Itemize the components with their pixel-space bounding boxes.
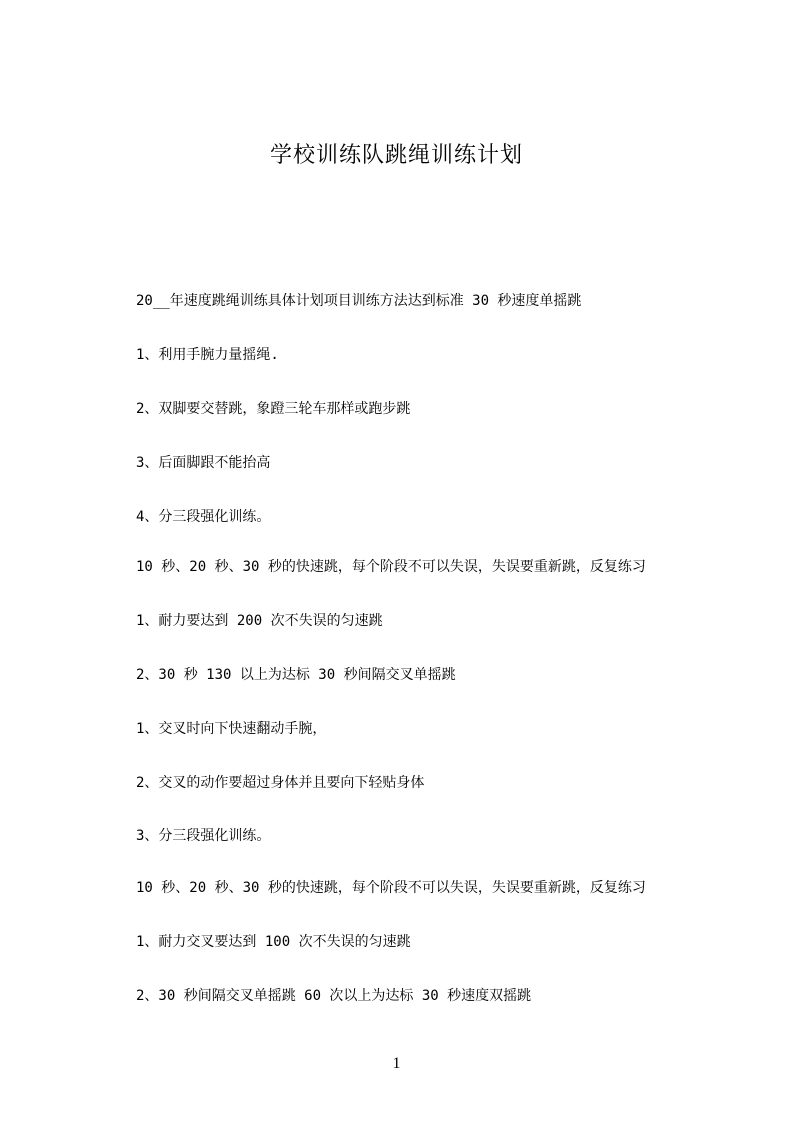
paragraph-line: 3、后面脚跟不能抬高: [136, 455, 271, 471]
paragraph-line: 10 秒、20 秒、30 秒的快速跳，每个阶段不可以失误，失误要重新跳，反复练习: [136, 559, 646, 575]
paragraph-line: 1、耐力要达到 200 次不失误的匀速跳: [136, 613, 383, 629]
page-number: 1: [392, 1055, 401, 1072]
paragraph-line: 2、交叉的动作要超过身体并且要向下轻贴身体: [136, 775, 425, 791]
paragraph-line: 1、耐力交叉要达到 100 次不失误的匀速跳: [136, 934, 411, 950]
paragraph-line: 10 秒、20 秒、30 秒的快速跳，每个阶段不可以失误，失误要重新跳，反复练习: [136, 880, 646, 896]
paragraph-line: 2、30 秒 130 以上为达标 30 秒间隔交叉单摇跳: [136, 667, 456, 683]
paragraph-line: 2、30 秒间隔交叉单摇跳 60 次以上为达标 30 秒速度双摇跳: [136, 988, 532, 1004]
document-title: 学校训练队跳绳训练计划: [269, 143, 523, 168]
paragraph-line: 2、双脚要交替跳，象蹬三轮车那样或跑步跳: [136, 401, 411, 417]
paragraph-line: 1、交叉时向下快速翻动手腕，: [136, 721, 327, 737]
paragraph-line: 4、分三段强化训练。: [136, 509, 271, 525]
paragraph-line: 20__年速度跳绳训练具体计划项目训练方法达到标准 30 秒速度单摇跳: [136, 293, 582, 309]
paragraph-line: 1、利用手腕力量摇绳.: [136, 347, 279, 363]
paragraph-line: 3、分三段强化训练。: [136, 828, 271, 844]
